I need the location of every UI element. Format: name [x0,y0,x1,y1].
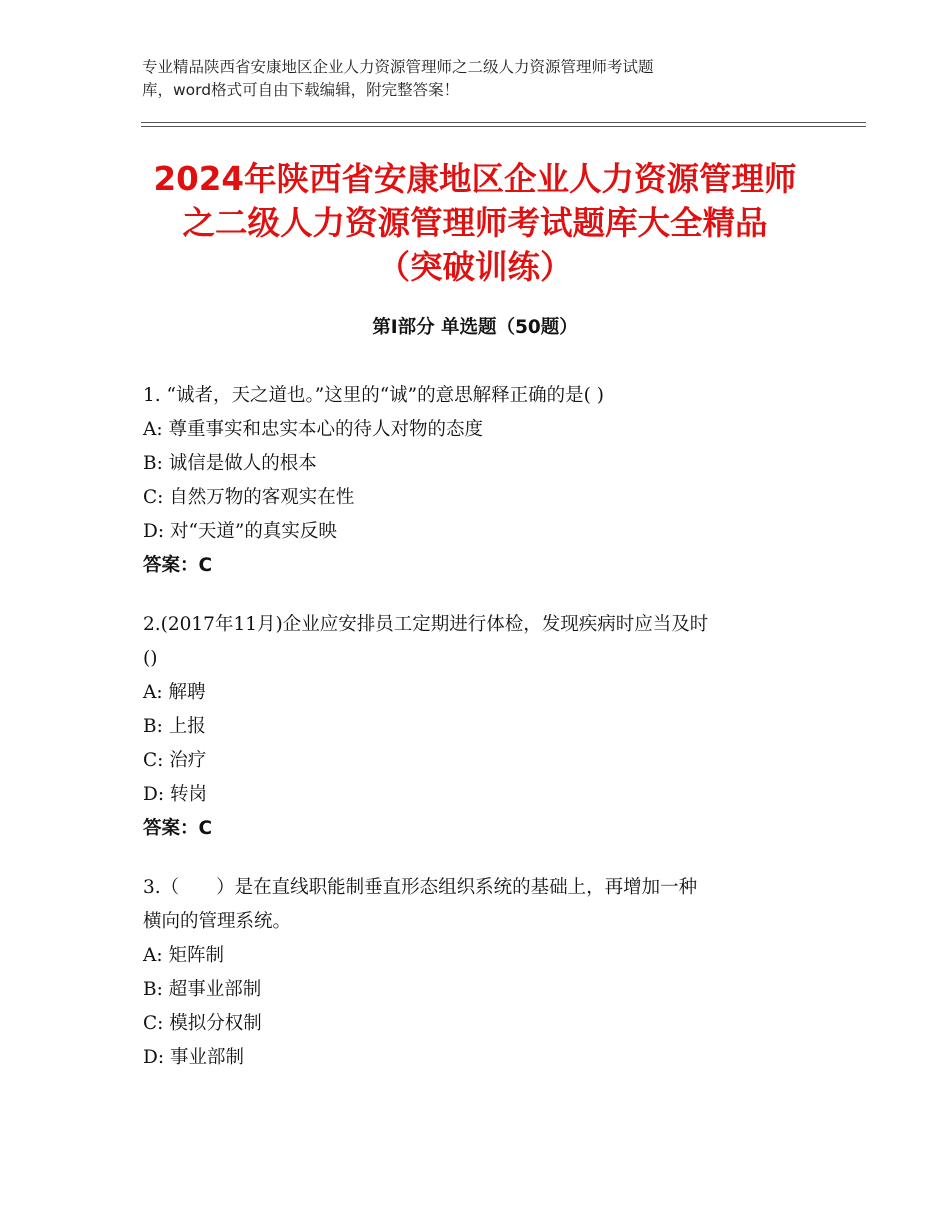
document-title [60,157,890,289]
option-b: B: 超事业部制 [143,979,262,1000]
answer-label: 答案：C [143,555,213,576]
question-3 [143,871,823,1075]
option-b: B: 上报 [143,716,206,737]
section-heading: 第Ⅰ部分 单选题（50题） [372,317,578,338]
question-2 [143,608,823,846]
question-list [143,379,823,1100]
option-a: A: 尊重事实和忠实本心的待人对物的态度 [143,419,483,440]
option-b: B: 诚信是做人的根本 [143,453,317,474]
option-d: D: 事业部制 [143,1047,244,1068]
question-1 [143,379,823,583]
document-title-line-3: （突破训练） [377,248,573,286]
option-d: D: 转岗 [143,784,207,805]
header-note-line-1: 专业精品陕西省安康地区企业人力资源管理师之二级人力资源管理师考试题 [142,58,654,76]
option-c: C: 自然万物的客观实在性 [143,487,355,508]
question-stem-line: 2.(2017年11月)企业应安排员工定期进行体检，发现疾病时应当及时 [143,614,709,635]
document-title-line-2: 之二级人力资源管理师考试题库大全精品 [182,204,768,242]
question-stem-line: 横向的管理系统。 [143,911,292,932]
question-stem-line: () [143,648,158,669]
question-stem-line: 1. “诚者，天之道也。”这里的“诚”的意思解释正确的是( ) [143,385,604,406]
option-d: D: 对“天道”的真实反映 [143,521,337,542]
question-stem-line: 3.（ ）是在直线职能制垂直形态组织系统的基础上，再增加一种 [143,877,698,898]
option-c: C: 治疗 [143,750,207,771]
option-a: A: 矩阵制 [143,945,224,966]
header-divider-bottom [141,126,866,127]
option-c: C: 模拟分权制 [143,1013,262,1034]
header-note [142,56,842,102]
header-note-line-2: 库，word格式可自由下载编辑，附完整答案！ [142,81,460,99]
document-title-line-1: 2024年陕西省安康地区企业人力资源管理师 [153,160,797,198]
option-a: A: 解聘 [143,682,206,703]
answer-label: 答案：C [143,818,213,839]
header-divider-top [141,122,866,123]
